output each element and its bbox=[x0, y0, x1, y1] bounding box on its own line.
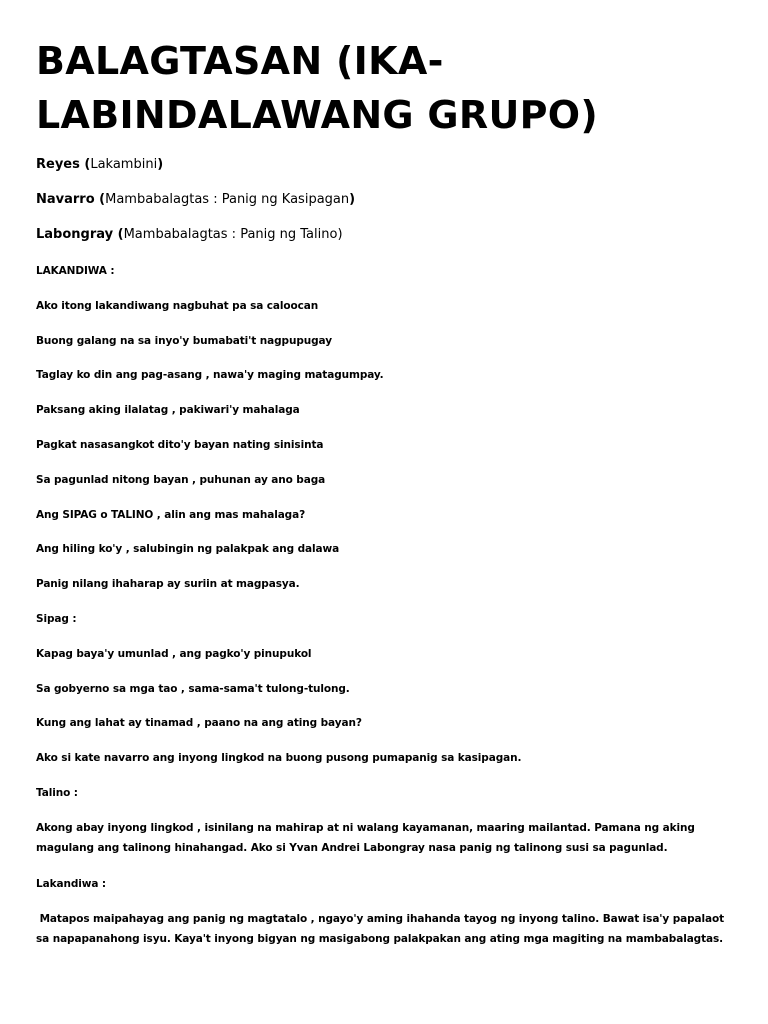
document-page bbox=[36, 34, 736, 965]
verse-line: Panig nilang ihaharap ay suriin at magpasya. bbox=[36, 578, 300, 591]
verse-line: Kapag baya'y umunlad , ang pagko'y pinupukol bbox=[36, 647, 312, 660]
role-name: Reyes bbox=[36, 157, 80, 172]
role-navarro bbox=[36, 191, 736, 209]
lakandiwa-heading: LAKANDIWA : bbox=[36, 265, 115, 277]
verse-line: Taglay ko din ang pag-asang , nawa'y maging matagumpay. bbox=[36, 369, 384, 382]
talino-paragraph: Akong abay inyong lingkod , isinilang na mahirap at ni walang kayamanan, maaring mailantad. Pamana ng aking magulang ang talinong hinahangad. Ako si Yvan Andrei Labongray nasa panig ng talinong susi sa pagunlad. bbox=[36, 821, 695, 854]
role-close-paren: ) bbox=[349, 192, 356, 207]
closing-paragraph: Matapos maipahayag ang panig ng magtatalo , ngayo'y aming ihahanda tayog ng inyong talino. Bawat isa'y papalaot sa napapanahong isyu. Kaya't inyong bigyan ng masigabong palakpakan ang ating mga magiting na mambabalagtas. bbox=[36, 912, 728, 945]
verse-line: Sa pagunlad nitong bayan , puhunan ay ano baga bbox=[36, 473, 326, 486]
page-title: BALAGTASAN (IKA-LABINDALAWANG GRUPO) bbox=[36, 39, 599, 137]
role-reyes bbox=[36, 156, 736, 174]
verse-line: Sa gobyerno sa mga tao , sama-sama't tulong-tulong. bbox=[36, 682, 350, 695]
role-close-paren: ) bbox=[157, 157, 164, 172]
role-open-paren: ( bbox=[113, 227, 124, 242]
verse-line: Pagkat nasasangkot dito'y bayan nating sinisinta bbox=[36, 438, 324, 451]
role-open-paren: ( bbox=[94, 192, 106, 207]
talino-heading: Talino : bbox=[36, 786, 78, 799]
verse-line: Ang SIPAG o TALINO , alin ang mas mahalaga? bbox=[36, 508, 306, 521]
sipag-heading: Sipag : bbox=[36, 612, 77, 625]
verse-line: Kung ang lahat ay tinamad , paano na ang ating bayan? bbox=[36, 717, 362, 730]
role-name: Navarro bbox=[36, 192, 95, 207]
role-open-paren: ( bbox=[79, 157, 91, 172]
verse-line: Ako si kate navarro ang inyong lingkod na buong pusong pumapanig sa kasipagan. bbox=[36, 752, 522, 765]
role-desc: Mambabalagtas : Panig ng Kasipagan bbox=[105, 192, 350, 207]
verse-line: Paksang aking ilalatag , pakiwari'y mahalaga bbox=[36, 404, 300, 417]
verse-line: Ang hiling ko'y , salubingin ng palakpak ang dalawa bbox=[36, 543, 340, 556]
role-labongray bbox=[36, 226, 736, 244]
role-desc: Lakambini bbox=[90, 157, 158, 172]
closing-heading: Lakandiwa : bbox=[36, 877, 106, 890]
role-desc: Mambabalagtas : Panig ng Talino) bbox=[123, 227, 343, 242]
verse-line: Ako itong lakandiwang nagbuhat pa sa caloocan bbox=[36, 299, 319, 312]
verse-line: Buong galang na sa inyo'y bumabati't nagpupugay bbox=[36, 334, 332, 347]
role-name: Labongray bbox=[36, 227, 114, 242]
